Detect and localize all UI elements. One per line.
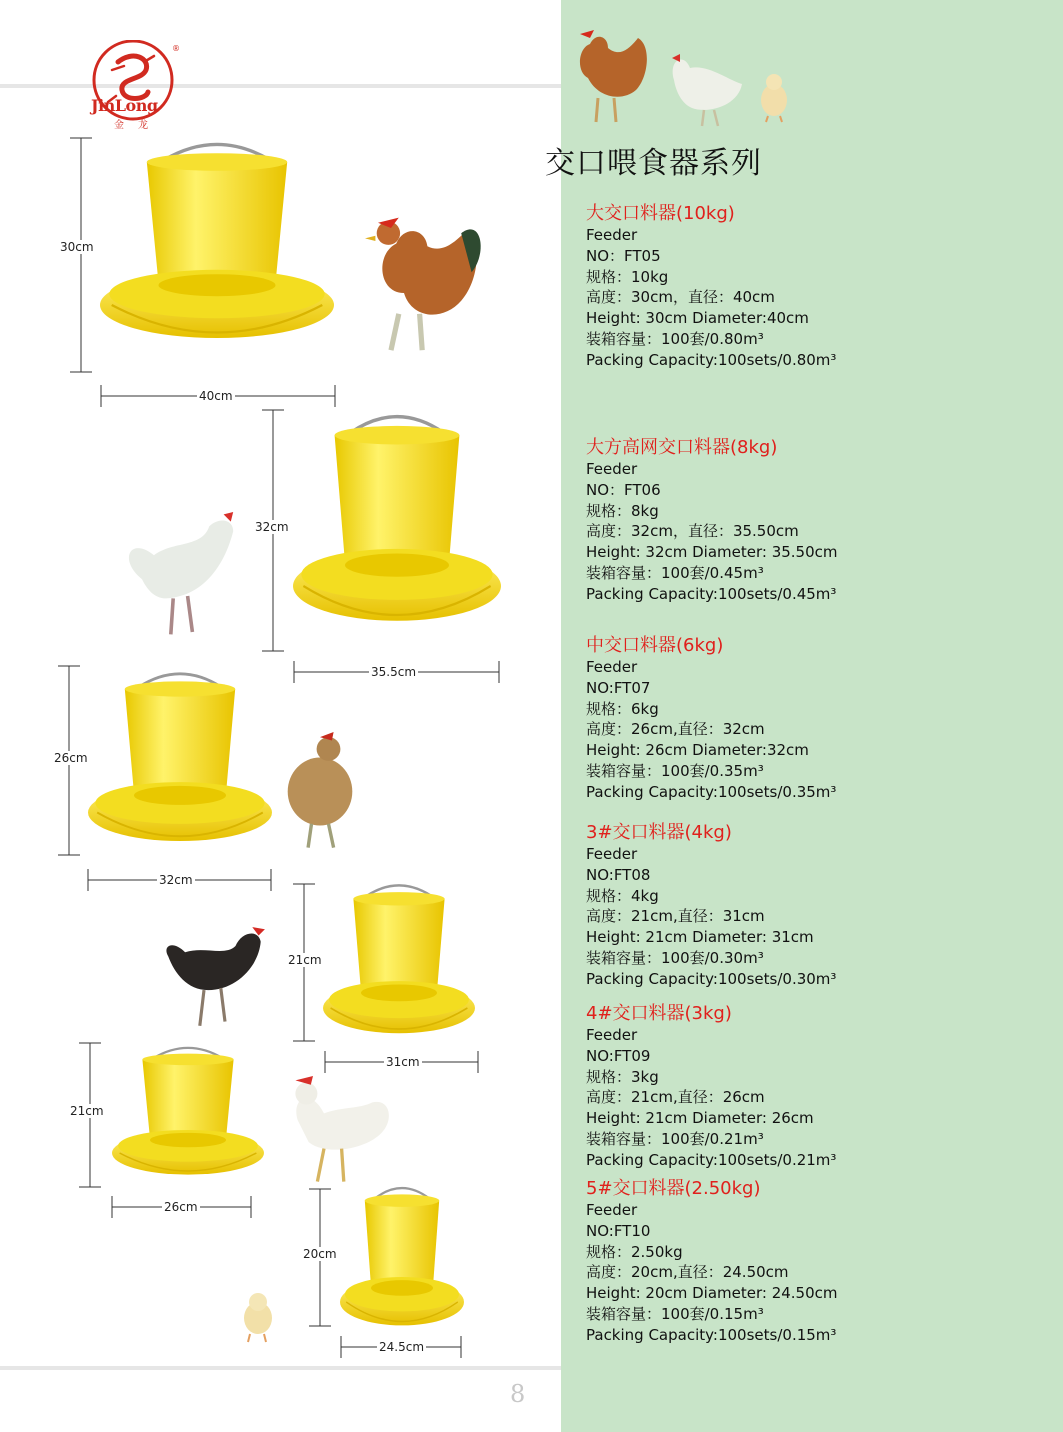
spec-block-ft09 xyxy=(586,1003,1056,1171)
spec-block-ft06 xyxy=(586,437,1056,605)
spec-line: Feeder xyxy=(586,460,638,478)
spec-line: 高度：21cm,直径：31cm xyxy=(586,907,765,926)
spec-title: 4#交口料器(3kg) xyxy=(586,1003,732,1024)
black-hen-image xyxy=(166,927,264,1026)
dim-height-4: 21cm xyxy=(288,953,322,967)
spec-line: Feeder xyxy=(586,1201,638,1219)
spec-line: Height: 30cm Diameter:40cm xyxy=(586,309,809,328)
feeder-image-2 xyxy=(293,417,501,621)
spec-block-ft07 xyxy=(586,635,1056,803)
spec-line: 高度：21cm,直径：26cm xyxy=(586,1088,765,1107)
registered-mark: ® xyxy=(172,44,180,53)
spec-line: Packing Capacity:100sets/0.15m³ xyxy=(586,1325,837,1344)
spec-line: Feeder xyxy=(586,1026,638,1044)
brand-cn: 金龙 xyxy=(114,120,162,131)
dim-width-1: 40cm xyxy=(199,389,233,403)
spec-line: NO：FT05 xyxy=(586,246,661,265)
spec-line: 高度：26cm,直径：32cm xyxy=(586,720,765,739)
white-hen-image xyxy=(129,512,233,634)
spec-line: 装箱容量：100套/0.45m³ xyxy=(586,563,764,582)
spec-title: 5#交口料器(2.50kg) xyxy=(586,1178,761,1199)
spec-line: NO:FT09 xyxy=(586,1046,651,1065)
brand-name: JinLong xyxy=(91,96,158,115)
spec-line: Height: 20cm Diameter: 24.50cm xyxy=(586,1284,838,1303)
white-rooster-image xyxy=(295,1076,388,1182)
spec-line: 规格：2.50kg xyxy=(586,1242,683,1261)
header-chick-icon xyxy=(761,74,787,122)
spec-line: 规格：10kg xyxy=(586,267,669,286)
header-rooster-icon xyxy=(580,30,647,122)
spec-title: 大方高网交口料器(8kg) xyxy=(586,437,778,458)
spec-line: 装箱容量：100套/0.35m³ xyxy=(586,761,764,780)
spec-line: 装箱容量：100套/0.15m³ xyxy=(586,1304,764,1323)
spec-line: 规格：8kg xyxy=(586,501,659,520)
feeder-image-1 xyxy=(100,144,334,338)
spec-line: Packing Capacity:100sets/0.21m³ xyxy=(586,1150,837,1169)
spec-line: 装箱容量：100套/0.80m³ xyxy=(586,329,764,348)
spec-line: 规格：6kg xyxy=(586,699,659,718)
series-title: 交口喂食器系列 xyxy=(545,146,762,181)
spec-line: 装箱容量：100套/0.21m³ xyxy=(586,1129,764,1148)
dim-height-5: 21cm xyxy=(70,1104,104,1118)
spec-line: 高度：30cm，直径：40cm xyxy=(586,288,775,307)
spec-line: NO：FT06 xyxy=(586,480,661,499)
spec-line: Feeder xyxy=(586,658,638,676)
spec-line: Feeder xyxy=(586,226,638,244)
spec-line: Feeder xyxy=(586,845,638,863)
spec-line: 规格：4kg xyxy=(586,886,659,905)
dim-width-3: 32cm xyxy=(159,873,193,887)
spec-line: 高度：20cm,直径：24.50cm xyxy=(586,1263,789,1282)
dim-height-2: 32cm xyxy=(255,520,289,534)
feeder-image-6 xyxy=(340,1188,464,1325)
spec-line: NO:FT10 xyxy=(586,1221,651,1240)
header-birds xyxy=(568,28,808,128)
rooster-image xyxy=(365,218,481,351)
spec-line: Packing Capacity:100sets/0.35m³ xyxy=(586,782,837,801)
page-number: 8 xyxy=(510,1380,526,1408)
dim-width-6: 24.5cm xyxy=(379,1340,425,1354)
dim-height-3: 26cm xyxy=(54,751,88,765)
dim-height-6: 20cm xyxy=(303,1247,337,1261)
feeder-image-4 xyxy=(323,885,475,1033)
spec-line: Height: 26cm Diameter:32cm xyxy=(586,741,809,760)
dim-height-1: 30cm xyxy=(60,240,94,254)
feeder-image-5 xyxy=(112,1048,264,1175)
spec-line: 高度：32cm，直径：35.50cm xyxy=(586,522,799,541)
brown-hen-image xyxy=(288,732,353,848)
spec-line: Packing Capacity:100sets/0.30m³ xyxy=(586,969,837,988)
spec-line: Packing Capacity:100sets/0.45m³ xyxy=(586,584,837,603)
chick-image xyxy=(244,1293,272,1342)
dim-width-5: 26cm xyxy=(164,1200,198,1214)
dim-width-2: 35.5cm xyxy=(371,665,417,679)
spec-line: 装箱容量：100套/0.30m³ xyxy=(586,948,764,967)
dim-width-4: 31cm xyxy=(386,1055,420,1069)
spec-block-ft10 xyxy=(586,1178,1056,1346)
spec-title: 3#交口料器(4kg) xyxy=(586,822,732,843)
spec-line: 规格：3kg xyxy=(586,1067,659,1086)
spec-block-ft08 xyxy=(586,822,1056,990)
feeder-image-3 xyxy=(88,674,272,841)
spec-line: NO:FT07 xyxy=(586,678,651,697)
spec-line: Height: 21cm Diameter: 31cm xyxy=(586,928,814,947)
spec-title: 中交口料器(6kg) xyxy=(586,635,724,656)
spec-line: Height: 32cm Diameter: 35.50cm xyxy=(586,543,838,562)
spec-line: Height: 21cm Diameter: 26cm xyxy=(586,1109,814,1128)
spec-block-ft05 xyxy=(586,203,1056,371)
spec-title: 大交口料器(10kg) xyxy=(586,203,735,224)
spec-line: Packing Capacity:100sets/0.80m³ xyxy=(586,350,837,369)
header-white-hen-icon xyxy=(672,54,742,126)
spec-line: NO:FT08 xyxy=(586,865,651,884)
